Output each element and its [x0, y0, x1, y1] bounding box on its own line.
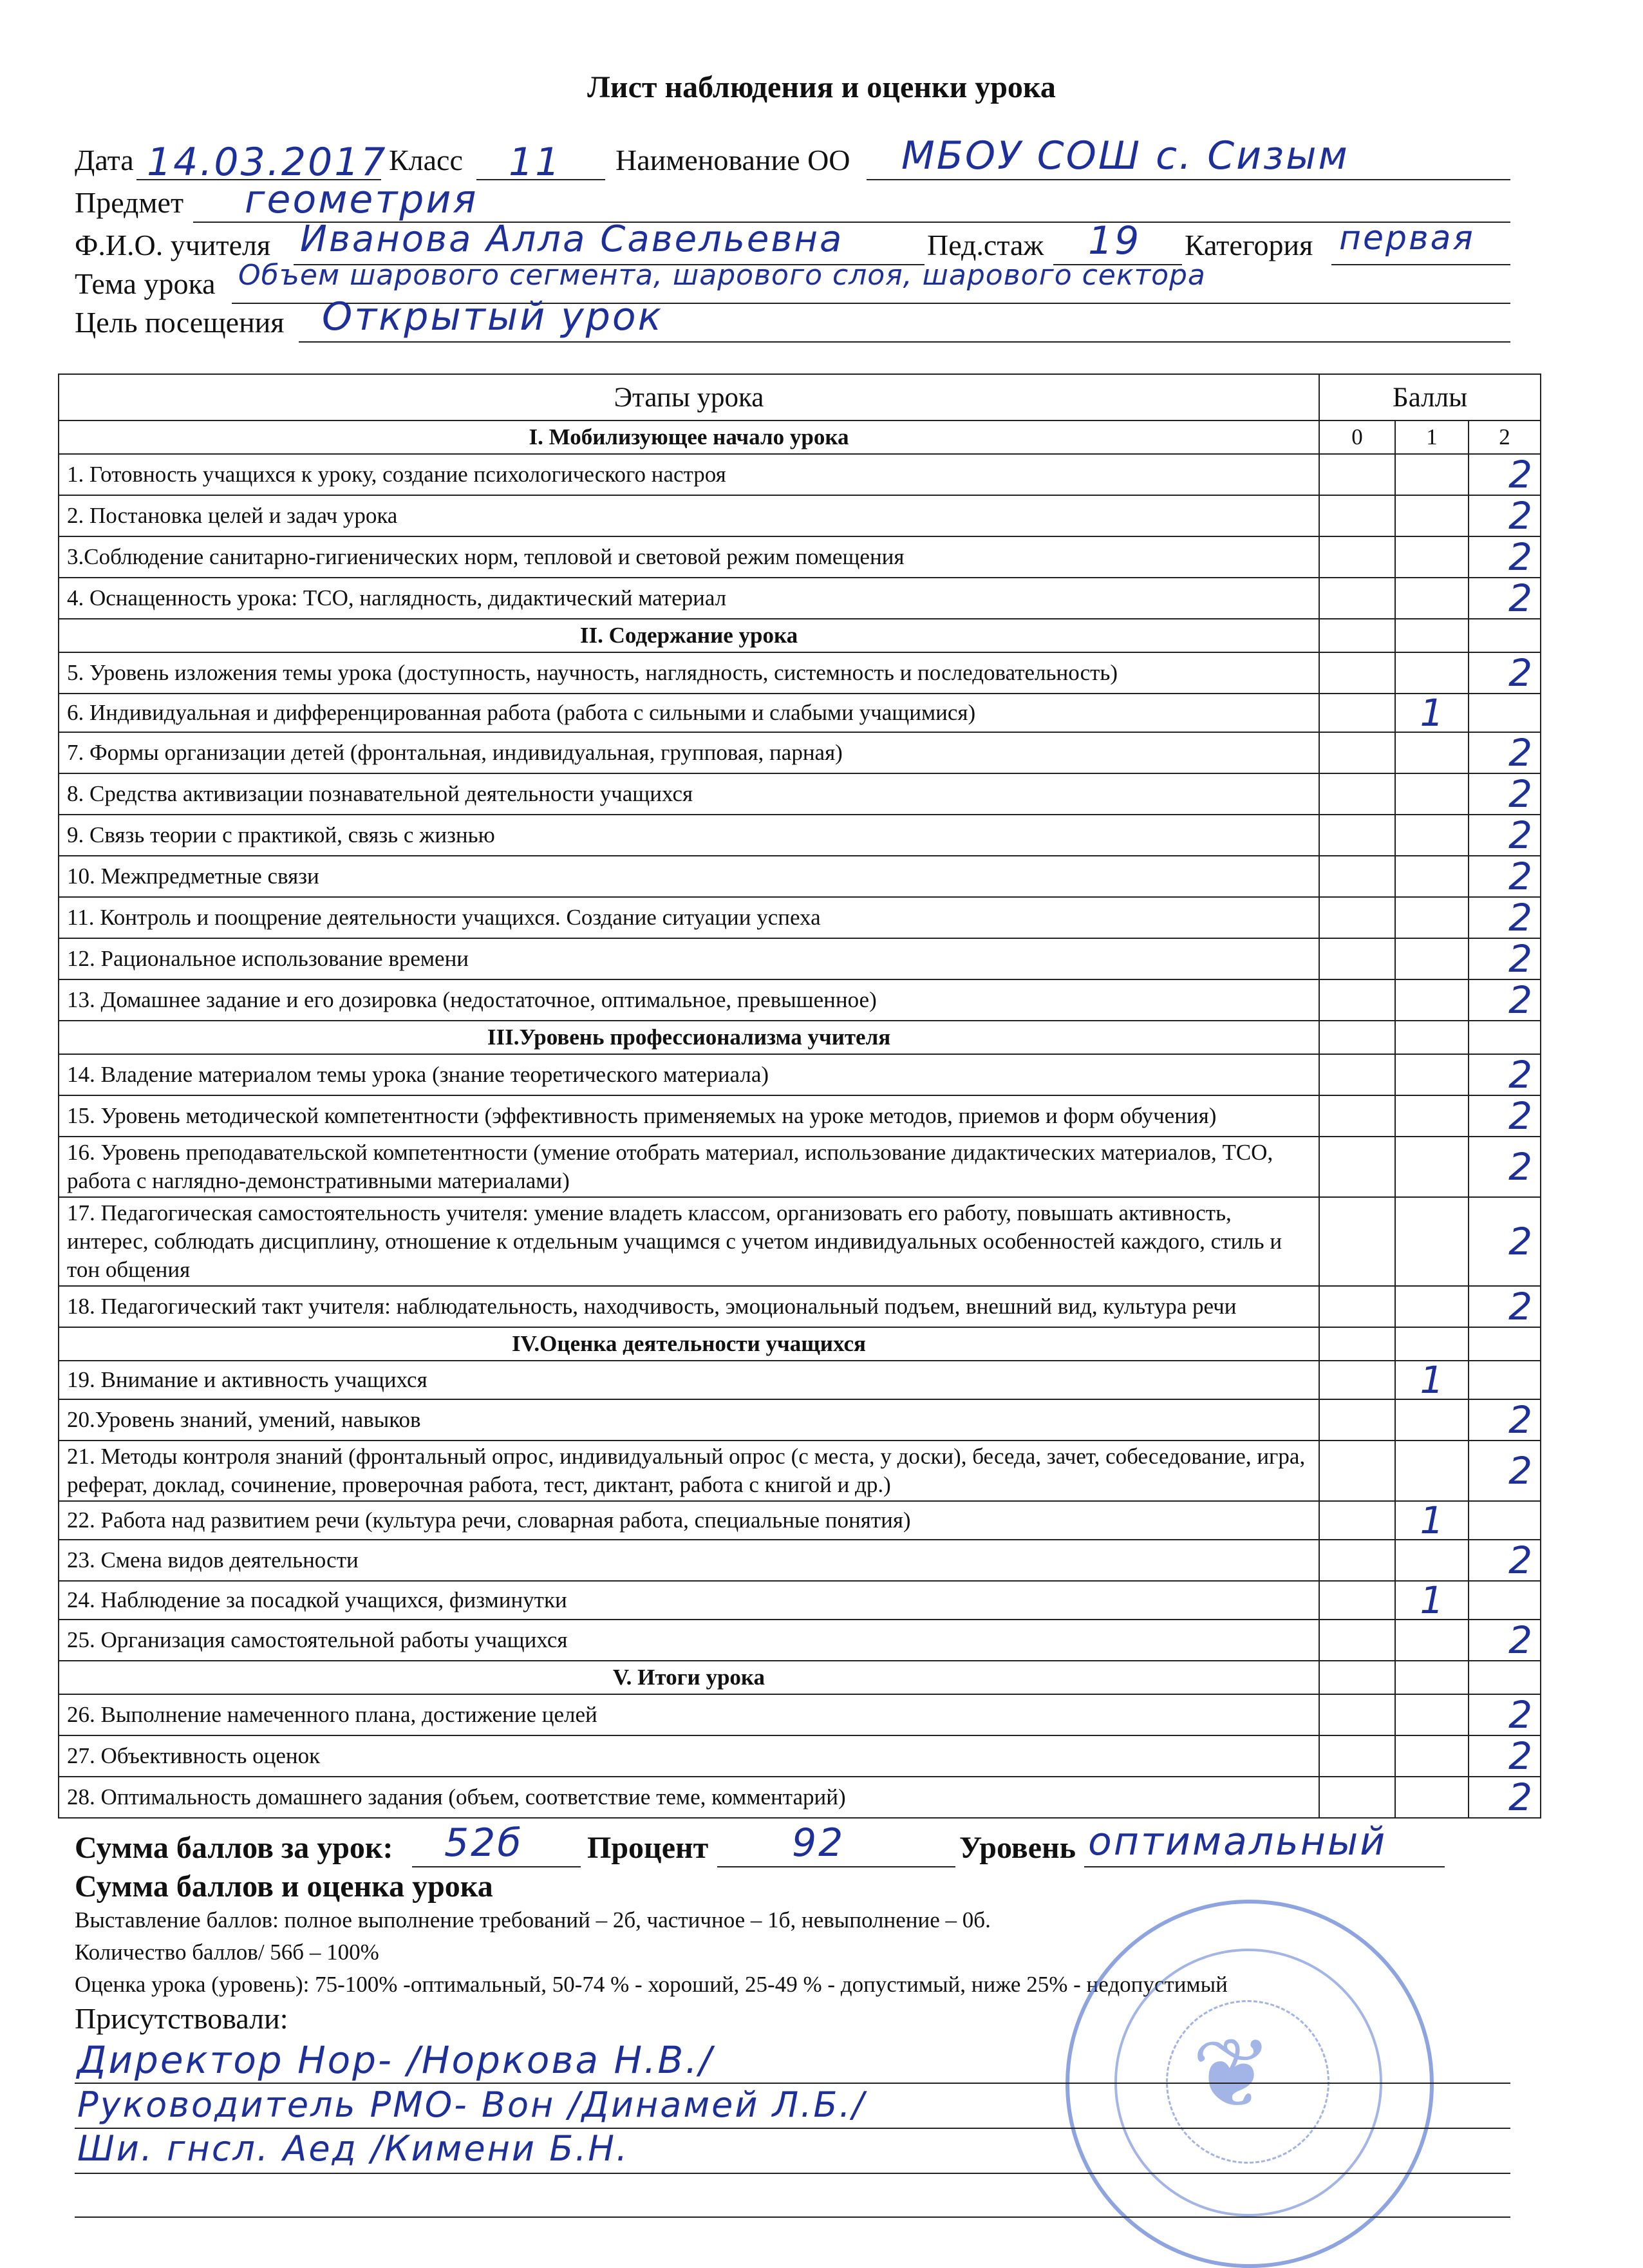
points-cell	[1319, 1021, 1395, 1054]
table-row	[59, 495, 1541, 536]
topic-value: Объем шарового сегмента, шарового слоя, шарового сектора	[238, 259, 1206, 292]
score-cell-empty	[1395, 1777, 1469, 1818]
score-cell-empty	[1319, 1441, 1395, 1501]
score-mark: 2	[1469, 454, 1541, 495]
score-cell-empty	[1395, 1137, 1469, 1197]
criterion-text: 17. Педагогическая самостоятельность учителя: умение владеть классом, организовать его работу, повышать активность, интерес, соблюдать дисциплину, отношение к отдельным учащимся с учетом индивидуальных особенностей каждого, стиль и тон общения	[59, 1197, 1319, 1286]
percent-value: 92	[792, 1820, 845, 1866]
score-mark: 2	[1469, 1777, 1541, 1818]
table-row	[59, 578, 1541, 619]
score-mark: 2	[1469, 1197, 1541, 1286]
organization-stamp	[1066, 1900, 1434, 2268]
table-row	[59, 1694, 1541, 1735]
score-cell-empty	[1395, 1197, 1469, 1286]
score-cell-empty	[1319, 773, 1395, 815]
criterion-text: 19. Внимание и активность учащихся	[59, 1361, 1319, 1399]
score-cell-empty	[1395, 856, 1469, 897]
score-cell-empty	[1319, 1581, 1395, 1620]
score-cell-empty	[1395, 773, 1469, 815]
table-header-row	[59, 374, 1541, 421]
points-cell	[1469, 1327, 1541, 1361]
table-row	[59, 856, 1541, 897]
subject-value: геометрия	[245, 177, 478, 222]
criterion-text: 18. Педагогический такт учителя: наблюдательность, находчивость, эмоциональный подъем, внешний вид, культура речи	[59, 1286, 1319, 1327]
score-cell-empty	[1319, 694, 1395, 732]
section-title-text: II. Содержание урока	[579, 623, 798, 648]
score-cell-empty	[1319, 1137, 1395, 1197]
score-cell-empty	[1395, 1735, 1469, 1777]
level-label: Уровень	[959, 1831, 1076, 1865]
section-title-text: III.Уровень профессионализма учителя	[487, 1025, 891, 1050]
score-cell-empty	[1319, 856, 1395, 897]
score-cell-empty	[1395, 897, 1469, 938]
score-mark: 2	[1469, 1735, 1541, 1777]
score-cell-empty	[1395, 1540, 1469, 1581]
date-value: 14.03.2017	[147, 140, 388, 185]
score-mark: 2	[1469, 1620, 1541, 1661]
points-cell	[1469, 1021, 1541, 1054]
section-row	[59, 619, 1541, 652]
category-value: первая	[1339, 219, 1475, 258]
section-title	[59, 1021, 1319, 1054]
org-value: МБОУ СОШ с. Сизым	[901, 133, 1349, 178]
points-header-0: 0	[1319, 421, 1395, 454]
score-mark: 2	[1469, 1694, 1541, 1735]
section-title-text: I. Мобилизующее начало урока	[529, 424, 849, 449]
score-cell-empty	[1319, 897, 1395, 938]
criterion-text: 3.Соблюдение санитарно-гигиенических норм, тепловой и световой режим помещения	[59, 536, 1319, 578]
criterion-text: 23. Смена видов деятельности	[59, 1540, 1319, 1581]
points-cell	[1395, 1661, 1469, 1694]
sum-label: Сумма баллов за урок:	[75, 1831, 393, 1865]
section-row	[59, 1327, 1541, 1361]
stages-column-header: Этапы урока	[59, 374, 1319, 421]
score-cell-empty	[1319, 1399, 1395, 1441]
emblem-icon: ❦	[1192, 2018, 1273, 2130]
purpose-value: Открытый урок	[322, 294, 663, 339]
criterion-text: 15. Уровень методической компетентности (эффективность применяемых на уроке методов, приемов и форм обучения)	[59, 1095, 1319, 1137]
points-cell	[1395, 1021, 1469, 1054]
table-row	[59, 1501, 1541, 1540]
score-mark: 2	[1469, 732, 1541, 773]
table-row	[59, 1137, 1541, 1197]
score-cell-empty	[1395, 495, 1469, 536]
page-title: Лист наблюдения и оценки урока	[587, 70, 1056, 104]
points-cell	[1319, 619, 1395, 652]
signature-line	[75, 2215, 1510, 2218]
table-row	[59, 732, 1541, 773]
table-row	[59, 1361, 1541, 1399]
score-cell-empty	[1319, 454, 1395, 495]
score-cell-empty	[1395, 536, 1469, 578]
points-column-header: Баллы	[1319, 374, 1541, 421]
criterion-text: 2. Постановка целей и задач урока	[59, 495, 1319, 536]
points-cell	[1395, 1327, 1469, 1361]
teacher-label: Ф.И.О. учителя	[75, 229, 271, 261]
score-cell-empty	[1319, 1197, 1395, 1286]
score-cell-empty	[1395, 1620, 1469, 1661]
score-mark: 2	[1469, 495, 1541, 536]
section-title	[59, 421, 1319, 454]
criterion-text: 24. Наблюдение за посадкой учащихся, физминутки	[59, 1581, 1319, 1620]
criterion-text: 28. Оптимальность домашнего задания (объем, соответствие теме, комментарий)	[59, 1777, 1319, 1818]
score-mark: 1	[1395, 694, 1469, 732]
attendee-signature: Ши. гнсл. Аед /Кимени Б.Н.	[77, 2128, 630, 2169]
table-row	[59, 1540, 1541, 1581]
section-title	[59, 1327, 1319, 1361]
points-cell	[1395, 619, 1469, 652]
score-mark: 2	[1469, 897, 1541, 938]
score-mark: 1	[1395, 1501, 1469, 1540]
score-mark: 2	[1469, 773, 1541, 815]
class-label: Класс	[389, 144, 463, 176]
criterion-text: 9. Связь теории с практикой, связь с жизнью	[59, 815, 1319, 856]
criterion-text: 25. Организация самостоятельной работы учащихся	[59, 1620, 1319, 1661]
category-label: Категория	[1185, 229, 1313, 261]
score-cell-empty	[1395, 652, 1469, 694]
score-cell-empty	[1395, 1095, 1469, 1137]
criterion-text: 4. Оснащенность урока: ТСО, наглядность, дидактический материал	[59, 578, 1319, 619]
score-mark: 2	[1469, 1054, 1541, 1095]
table-row	[59, 652, 1541, 694]
summary-heading: Сумма баллов и оценка урока	[75, 1869, 493, 1904]
score-cell-empty	[1319, 1501, 1395, 1540]
score-cell-empty	[1319, 815, 1395, 856]
table-row	[59, 979, 1541, 1021]
score-cell-empty	[1395, 815, 1469, 856]
experience-value: 19	[1088, 218, 1141, 263]
points-cell	[1319, 1661, 1395, 1694]
teacher-value: Иванова Алла Савельевна	[300, 218, 844, 260]
score-cell-empty	[1319, 1620, 1395, 1661]
topic-label: Тема урока	[75, 267, 216, 300]
score-cell-empty	[1319, 1054, 1395, 1095]
score-cell-empty	[1395, 1399, 1469, 1441]
score-cell-empty	[1469, 1501, 1541, 1540]
table-row	[59, 1620, 1541, 1661]
score-cell-empty	[1395, 1441, 1469, 1501]
level-value: оптимальный	[1088, 1819, 1387, 1864]
criterion-text: 7. Формы организации детей (фронтальная, индивидуальная, групповая, парная)	[59, 732, 1319, 773]
points-header-2: 2	[1469, 421, 1541, 454]
criterion-text: 21. Методы контроля знаний (фронтальный опрос, индивидуальный опрос (с места, у доски), беседа, зачет, собеседование, игра, реферат, доклад, сочинение, проверочная работа, тест, диктант, работа с книгой и др.)	[59, 1441, 1319, 1501]
level-scale-note: Оценка урока (уровень): 75-100% -оптимальный, 50-74 % - хороший, 25-49 % - допустимый, ниже 25% - недопустимый	[75, 1972, 1228, 1997]
criterion-text: 26. Выполнение намеченного плана, достижение целей	[59, 1694, 1319, 1735]
score-cell-empty	[1319, 536, 1395, 578]
section-title	[59, 1661, 1319, 1694]
criterion-text: 13. Домашнее задание и его дозировка (недостаточное, оптимальное, превышенное)	[59, 979, 1319, 1021]
score-cell-empty	[1319, 979, 1395, 1021]
score-mark: 1	[1395, 1581, 1469, 1620]
score-mark: 2	[1469, 1286, 1541, 1327]
points-cell	[1469, 619, 1541, 652]
table-row	[59, 938, 1541, 979]
section-row	[59, 421, 1541, 454]
score-cell-empty	[1319, 1540, 1395, 1581]
criterion-text: 20.Уровень знаний, умений, навыков	[59, 1399, 1319, 1441]
date-label: Дата	[75, 144, 134, 176]
score-cell-empty	[1319, 652, 1395, 694]
criterion-text: 14. Владение материалом темы урока (знание теоретического материала)	[59, 1054, 1319, 1095]
criterion-text: 27. Объективность оценок	[59, 1735, 1319, 1777]
score-cell-empty	[1395, 938, 1469, 979]
section-title	[59, 619, 1319, 652]
score-cell-empty	[1319, 1735, 1395, 1777]
criterion-text: 5. Уровень изложения темы урока (доступность, научность, наглядность, системность и последовательность)	[59, 652, 1319, 694]
table-row	[59, 1581, 1541, 1620]
subject-label: Предмет	[75, 186, 184, 219]
score-mark: 2	[1469, 1095, 1541, 1137]
table-row	[59, 1286, 1541, 1327]
score-cell-empty	[1319, 732, 1395, 773]
score-mark: 2	[1469, 815, 1541, 856]
attendee-signature: Руководитель РМО- Вон /Динамей Л.Б./	[77, 2084, 866, 2125]
score-cell-empty	[1395, 578, 1469, 619]
table-row	[59, 1197, 1541, 1286]
score-cell-empty	[1319, 1095, 1395, 1137]
table-row	[59, 815, 1541, 856]
experience-label: Пед.стаж	[927, 229, 1044, 261]
table-row	[59, 454, 1541, 495]
max-points-note: Количество баллов/ 56б – 100%	[75, 1940, 379, 1965]
sum-value: 52б	[444, 1820, 523, 1866]
criterion-text: 10. Межпредметные связи	[59, 856, 1319, 897]
points-cell	[1469, 1661, 1541, 1694]
criterion-text: 11. Контроль и поощрение деятельности учащихся. Создание ситуации успеха	[59, 897, 1319, 938]
score-mark: 2	[1469, 979, 1541, 1021]
attendee-signature: Директор Нор- /Норкова Н.В./	[77, 2038, 714, 2082]
criterion-text: 16. Уровень преподавательской компетентности (умение отобрать материал, использование дидактических материалов, ТСО, работа с наглядно-демонстративными материалами)	[59, 1137, 1319, 1197]
section-row	[59, 1661, 1541, 1694]
criterion-text: 8. Средства активизации познавательной деятельности учащихся	[59, 773, 1319, 815]
signature-line	[75, 2171, 1510, 2174]
table-row	[59, 897, 1541, 938]
criterion-text: 1. Готовность учащихся к уроку, создание психологического настроя	[59, 454, 1319, 495]
section-title-text: IV.Оценка деятельности учащихся	[512, 1331, 866, 1356]
score-cell-empty	[1395, 1694, 1469, 1735]
evaluation-table	[58, 373, 1541, 1819]
score-mark: 2	[1469, 1441, 1541, 1501]
org-label: Наименование ОО	[615, 144, 850, 176]
score-cell-empty	[1395, 732, 1469, 773]
score-mark: 2	[1469, 1399, 1541, 1441]
percent-label: Процент	[587, 1831, 709, 1865]
score-cell-empty	[1469, 694, 1541, 732]
points-header-1: 1	[1395, 421, 1469, 454]
score-cell-empty	[1319, 1777, 1395, 1818]
table-row	[59, 1095, 1541, 1137]
table-row	[59, 1441, 1541, 1501]
score-cell-empty	[1395, 1054, 1469, 1095]
score-cell-empty	[1469, 1581, 1541, 1620]
table-row	[59, 773, 1541, 815]
table-row	[59, 1735, 1541, 1777]
section-row	[59, 1021, 1541, 1054]
table-row	[59, 1777, 1541, 1818]
purpose-label: Цель посещения	[75, 306, 285, 339]
criterion-text: 22. Работа над развитием речи (культура речи, словарная работа, специальные понятия)	[59, 1501, 1319, 1540]
table-row	[59, 694, 1541, 732]
score-mark: 2	[1469, 1137, 1541, 1197]
section-title-text: V. Итоги урока	[612, 1665, 765, 1690]
criterion-text: 6. Индивидуальная и дифференцированная работа (работа с сильными и слабыми учащимися)	[59, 694, 1319, 732]
score-mark: 2	[1469, 1540, 1541, 1581]
score-mark: 2	[1469, 536, 1541, 578]
score-cell-empty	[1469, 1361, 1541, 1399]
score-cell-empty	[1319, 495, 1395, 536]
class-value: 11	[509, 140, 562, 185]
score-cell-empty	[1395, 979, 1469, 1021]
score-cell-empty	[1319, 1286, 1395, 1327]
score-cell-empty	[1395, 454, 1469, 495]
score-cell-empty	[1319, 578, 1395, 619]
score-cell-empty	[1395, 1286, 1469, 1327]
score-cell-empty	[1319, 938, 1395, 979]
table-row	[59, 536, 1541, 578]
points-cell	[1319, 1327, 1395, 1361]
score-mark: 1	[1395, 1361, 1469, 1399]
score-mark: 2	[1469, 938, 1541, 979]
score-cell-empty	[1319, 1694, 1395, 1735]
present-label: Присутствовали:	[75, 2002, 288, 2035]
table-row	[59, 1399, 1541, 1441]
score-mark: 2	[1469, 856, 1541, 897]
scoring-note: Выставление баллов: полное выполнение требований – 2б, частичное – 1б, невыполнение – 0б.	[75, 1907, 991, 1933]
criterion-text: 12. Рациональное использование времени	[59, 938, 1319, 979]
score-mark: 2	[1469, 652, 1541, 694]
score-cell-empty	[1319, 1361, 1395, 1399]
table-row	[59, 1054, 1541, 1095]
score-mark: 2	[1469, 578, 1541, 619]
